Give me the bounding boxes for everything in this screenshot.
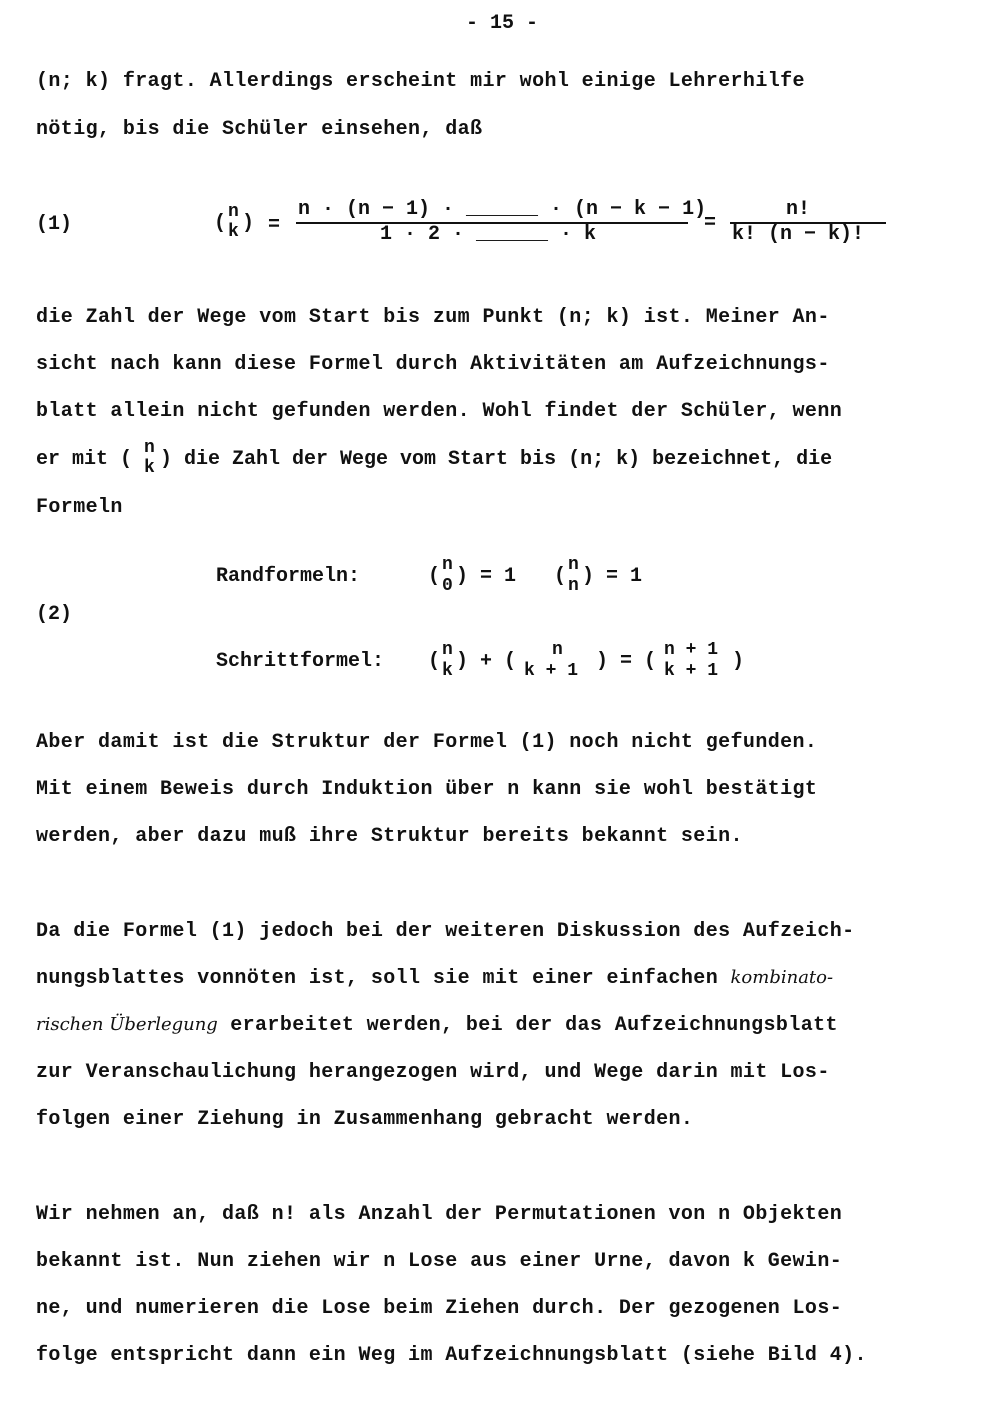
formula-text: ) + ( (456, 650, 517, 673)
binom-bottom: k + 1 (524, 661, 579, 681)
binom-top: n (228, 202, 239, 222)
text-line: die Zahl der Wege vom Start bis zum Punkt (n; k) ist. Meiner An- (36, 306, 830, 329)
text-line: nötig, bis die Schüler einsehen, daß (36, 118, 483, 141)
text-line: Formeln (36, 496, 123, 519)
formula-text: ) = ( (596, 650, 657, 673)
binom-top: n (442, 555, 453, 575)
page-number: - 15 - (466, 12, 539, 35)
binom-top: n (442, 640, 453, 660)
binom-top: n (568, 555, 579, 575)
formula-label: (1) (36, 213, 73, 236)
text-line: folgen einer Ziehung in Zusammenhang gebracht werden. (36, 1108, 694, 1131)
text-line: Wir nehmen an, daß n! als Anzahl der Permutationen von n Objekten (36, 1203, 843, 1226)
binom-bottom: k (442, 661, 453, 681)
formula-row-label: Schrittformel: (216, 650, 385, 673)
text-line: blatt allein nicht gefunden werden. Wohl findet der Schüler, wenn (36, 400, 843, 423)
text-line: (n; k) fragt. Allerdings erscheint mir wohl einige Lehrerhilfe (36, 70, 805, 93)
binom-bottom: k (228, 222, 239, 242)
fraction-numerator: n! (786, 198, 811, 221)
binom-close: ) (732, 650, 745, 673)
text-line: zur Veranschaulichung herangezogen wird, und Wege darin mit Los- (36, 1061, 830, 1084)
binom-bottom: k (144, 458, 155, 478)
formula-text: ) = 1 (582, 565, 643, 588)
text-line: Da die Formel (1) jedoch bei der weiteren Diskussion des Aufzeich- (36, 920, 855, 943)
equals-sign: = (704, 212, 717, 235)
text-line: ne, und numerieren die Lose beim Ziehen durch. Der gezogenen Los- (36, 1297, 843, 1320)
text-line: Aber damit ist die Struktur der Formel (1) noch nicht gefunden. (36, 731, 818, 754)
text-fragment: er mit ( (36, 448, 133, 471)
italic-term: rischen Überlegung (36, 1014, 218, 1035)
text-fragment: erarbeitet werden, bei der das Aufzeichnungsblatt (217, 1014, 838, 1037)
binom-top: n (552, 640, 563, 660)
binom-top: n (144, 438, 155, 458)
fraction-denominator: k! (n − k)! (732, 223, 865, 246)
text-line: sicht nach kann diese Formel durch Aktivitäten am Aufzeichnungs- (36, 353, 830, 376)
formula-text: ) = 1 (456, 565, 517, 588)
binom-open: ( (554, 565, 567, 588)
text-line (36, 1014, 838, 1037)
text-line: bekannt ist. Nun ziehen wir n Lose aus einer Urne, davon k Gewin- (36, 1250, 843, 1273)
text-fragment: ) die Zahl der Wege vom Start bis (n; k) bezeichnet, die (160, 448, 833, 471)
binom-open: ( (214, 212, 227, 235)
text-line: Mit einem Beweis durch Induktion über n kann sie wohl bestätigt (36, 778, 818, 801)
text-line: werden, aber dazu muß ihre Struktur bereits bekannt sein. (36, 825, 743, 848)
binom-open: ( (428, 565, 441, 588)
italic-term: kombinato- (730, 967, 834, 988)
binom-open: ( (428, 650, 441, 673)
fraction-denominator: 1 · 2 · ______ · k (380, 223, 597, 246)
binom-bottom: k + 1 (664, 661, 719, 681)
text-fragment: nungsblattes vonnöten ist, soll sie mit einer einfachen (36, 967, 731, 990)
formula-row-label: Randformeln: (216, 565, 361, 588)
text-line (36, 967, 833, 990)
binom-top: n + 1 (664, 640, 719, 660)
binom-close: ) (242, 212, 255, 235)
binom-bottom: n (568, 576, 579, 596)
formula-label: (2) (36, 603, 73, 626)
equals-sign: = (268, 214, 281, 237)
text-line: folge entspricht dann ein Weg im Aufzeichnungsblatt (siehe Bild 4). (36, 1344, 867, 1367)
binom-bottom: 0 (442, 576, 453, 596)
fraction-numerator: n · (n − 1) · ______ · (n − k − 1) (298, 198, 707, 221)
